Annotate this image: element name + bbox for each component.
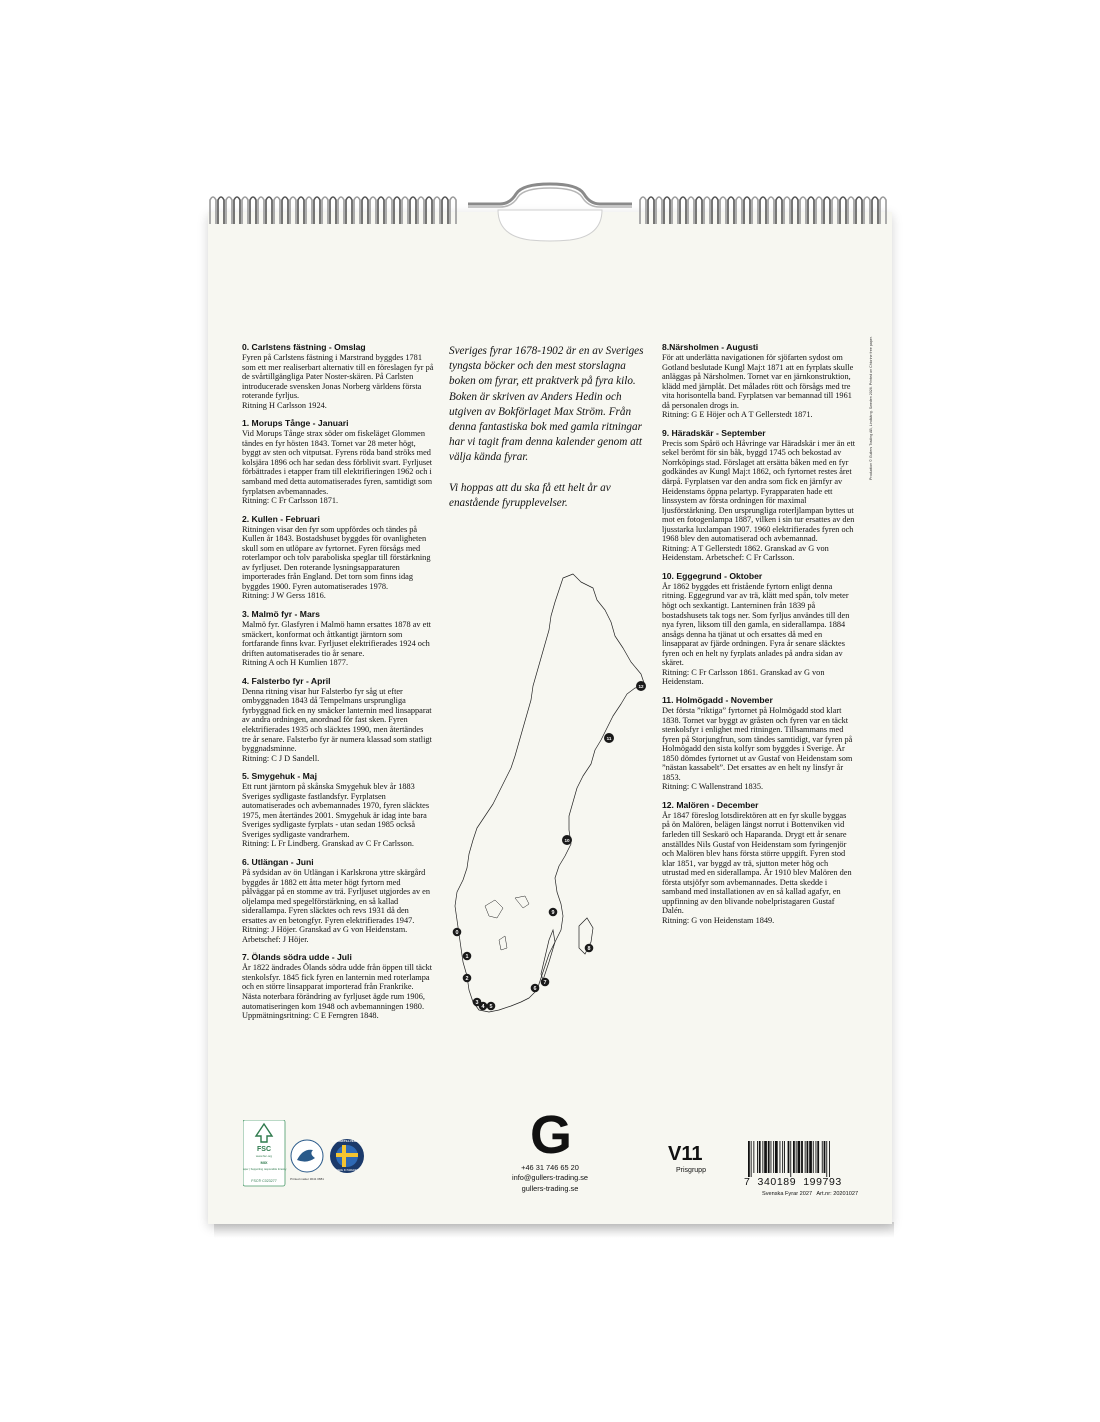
map-marker-label: 8 [587, 945, 591, 952]
barcode-bar [788, 1141, 790, 1173]
entry-title: 12. Malören - December [662, 799, 759, 810]
entry-text: På sydsidan av ön Utlängan i Karlskrona yttre skärgård byggdes år 1882 ett åtta meter högt fyrtorn med pålväggar på en stomme av trä. Fyrljuset utgjordes av en oljelampa med spegelförstärkning, en så kallad siderallampa. Fyren släcktes och revs 1931 då den ersattes av en betongfyr. Fyren elektrifierades 1947. [242, 867, 431, 925]
barcode-left: 340189 [757, 1176, 797, 1188]
barcode-bar [773, 1141, 774, 1173]
barcode-bar [771, 1141, 772, 1173]
barcode-bar [790, 1141, 791, 1177]
lighthouse-entry [242, 771, 434, 849]
coil-loop [704, 197, 710, 224]
coil-loop [426, 197, 432, 224]
map-marker-label: 6 [533, 985, 537, 992]
lighthouse-entry [662, 800, 856, 926]
coil-loop [712, 197, 718, 224]
lighthouse-entry [242, 609, 434, 668]
coil-loop [330, 197, 336, 224]
lighthouse-entry [662, 695, 856, 792]
price-group-code: V11 [668, 1143, 703, 1165]
coil-loop [672, 197, 678, 224]
entry-title: 9. Häradskär - September [662, 427, 766, 438]
coil-loop [226, 197, 232, 224]
coil-loop [864, 197, 870, 224]
entry-text: För att underlätta navigationen för sjöfarten sydost om Gotland beslutade Kungl Maj:t 1871 att en fyrplats skulle anläggas på Närsholmen. Tornet var en järnkonstruktion, klädd med järnplåt. Det målades rött och försågs med tre vita horisontella band. Fyrplatsen var bemannad till 1961 då personalen drogs in. [662, 353, 854, 410]
coil-loop [736, 197, 742, 224]
lighthouse-entry [242, 676, 434, 763]
fsc-site: www.fsc.org [255, 1154, 273, 1158]
product-name: Svenska Fyrar 2027 [762, 1191, 813, 1197]
entry-text: År 1862 byggdes ett fristående fyrtorn enligt denna ritning. Eggegrund var av trä, klätt med spån, tolv meter högt och sexkantigt. Lanterninen från 1839 på bostadshusets tak togs ner. Som fyrljus användes till den nya fyren, liksom till den gamla, en siderallampa. 1884 ansågs denna ha tjänat ut och ersattes då med en linsapparat av fjärde ordningen. Fyra år senare släcktes fyren och en helt ny fyrplats anlades på andra sidan av skäret. [662, 581, 850, 668]
badges-svg [243, 1120, 383, 1188]
barcode-number [744, 1176, 860, 1188]
entry-text: År 1822 ändrades Ölands södra udde från öppen till täckt stenkolsfyr. 1845 fick fyren en lanternin med roterlampa och en större linsapparat importerad från Frankrike. Nästa noterbara förändring av fyrljuset ägde rum 1906, automatiseringen kom 1948 och avbemanningen 1980. [242, 963, 433, 1011]
entry-title: 6. Utlängan - Juni [242, 856, 314, 867]
entry-title: 1. Morups Tånge - Januari [242, 418, 349, 429]
coil-loop [640, 197, 646, 224]
entry-title: 4. Falsterbo fyr - April [242, 675, 331, 686]
map-marker-label: 2 [465, 975, 469, 982]
hanger-hook [468, 184, 632, 204]
publisher-web: gullers-trading.se [521, 1183, 579, 1193]
lighthouse-entry [242, 952, 434, 1020]
barcode-bar [762, 1141, 763, 1173]
coil-loop [210, 197, 216, 224]
intro-paragraph-1: Sveriges fyrar 1678-1902 är en av Sveriges tyngsta böcker och den mest storslagna boken om fyrar, ett praktverk på fyra kilo. Boken är skriven av Anders Hedin och utgiven av Bokförlaget Max Ström. Från denna fantastiska bok med gamla ritningar har vi tagit fram denna kalender genom att välja kända fyrar. [449, 345, 644, 464]
barcode-bar [757, 1141, 758, 1173]
map-marker-label: 11 [606, 735, 612, 741]
entry-text: Precis som Spårö och Håvringe var Häradskär i mer än ett sekel berömt för sin båk, byggd 1745 och bekostad av Norrköpings stad. Förslaget att ersätta båken med en fyr godkändes av Kungl Maj:t 1862, och fyrtornet restes året därpå. Fyrplatsen var den andra som fick en järnfyr av Heidenstams öppna pelartyp. Fyrapparaten hade ett linssystem av första ordningen för maximal ljusförstärkning. Den ursprungliga roterljlampan byttes ut mot en fotogenlampa 1887, vilken i sin tur ersattes av den ljusstarka luxlampan 1907. 1960 elektrifierades fyren och 1968 blev den automatiserad och avbemannad. [662, 438, 856, 544]
barcode-bar [801, 1141, 803, 1173]
coil-loop [450, 197, 456, 224]
entry-text: Denna ritning visar hur Falsterbo fyr såg ut efter ombyggnaden 1843 då Tempelmans ursprungliga fyrbyggnad fick en ny smäcker lanternin med linsapparat av andra ordningen, anordnad för fast sken. Fyren elektrifierades 1935 och släcktes 1990, men återtändes tre år senare. Falsterbo fyr är numera klassad som statligt byggnadsminne. [242, 686, 432, 754]
coil-loop [306, 197, 312, 224]
fsc-desc: Paper | Supporting responsible forestry [243, 1168, 287, 1171]
coil-loop [442, 197, 448, 224]
barcode-bar [780, 1141, 781, 1173]
entry-credit: Ritning: G von Heidenstam 1849. [662, 915, 775, 925]
map-marker-label: 3 [475, 999, 479, 1006]
lighthouse-entry [662, 428, 856, 563]
coil-loop [752, 197, 758, 224]
barcode-bar [817, 1141, 819, 1173]
entry-text: Malmö fyr. Glasfyren i Malmö hamn ersattes 1878 av ett smäckert, konformat och åttkantigt järntorn som fortfarande finns kvar. Fyrljuset elektrifierades 1924 och driften automatiserades tio år senare. [242, 620, 431, 658]
intro-paragraph-2: Vi hoppas att du ska få ett helt år av enastående fyrupplevelser. [449, 481, 611, 509]
sweden-map [445, 570, 655, 1030]
hanger-cutout [498, 210, 602, 241]
coil-loop [840, 197, 846, 224]
coil-loop [282, 197, 288, 224]
coil-loop [832, 197, 838, 224]
coil-loop [362, 197, 368, 224]
coil-loop [418, 197, 424, 224]
entry-credit: Uppmätningsritning: C E Ferngren 1848. [242, 1011, 379, 1021]
coil-loop [346, 197, 352, 224]
sweden-sub-text: MADE IN SWEDEN [335, 1169, 359, 1172]
barcode-bar [805, 1141, 806, 1173]
entry-text: Vid Morups Tånge strax söder om fiskeläget Glommen tändes en fyr hösten 1843. Tornet var 28 meter högt, byggt av sten och vitputsat. Fyrens röda band ströks med kolsjära 1896 och har sedan dess förblivit svart. Fyrljuset förbättrades i etapper fram till elektrifieringen 1962 och i samband med detta automatiserades fyren, samtidigt som fyrplatsen avbemannades. [242, 429, 433, 496]
entry-credit: Ritning: C Fr Carlsson 1871. [242, 496, 339, 506]
coil-loop [370, 197, 376, 224]
barcode-bar [829, 1141, 830, 1177]
entry-text: Det första ”riktiga” fyrtornet på Holmögadd stod klart 1838. Tornet var byggt av gråsten och fyren var en täckt stenkolsfyr i enlighet med ritningen. Tillsammans med fyren på Storjungfrun, som tändes samtidigt, var fyren på Holmögadd den sista kolfyr som byggdes i Sverige. År 1850 dömdes fyrtornet ut av Gustaf von Heidenstam som ”nästan kassabelt”. Det ersattes av en helt ny linsfyr år 1853. [662, 705, 853, 782]
coil-loop [696, 197, 702, 224]
entry-credit: Ritning A och H Kumlien 1877. [242, 658, 349, 668]
barcode-bar [768, 1141, 770, 1173]
coil-loop [880, 197, 886, 224]
barcode-bar [796, 1141, 797, 1173]
coil-loop [776, 197, 782, 224]
coil-loop [728, 197, 734, 224]
fsc-mix: MIX [260, 1160, 268, 1165]
map-marker-label: 7 [543, 979, 547, 986]
coil-loop [266, 197, 272, 224]
product-art: Art.nr: 20201027 [816, 1191, 859, 1197]
right-column [662, 342, 856, 933]
spiral-binding [200, 180, 900, 250]
fsc-code: FSC® C023277 [251, 1179, 277, 1183]
price-group-label: Prisgrupp [676, 1167, 706, 1174]
entry-text: Ritningen visar den fyr som uppfördes och tändes på Kullen år 1843. Bostadshuset byggdes för ovanligheten skull som en utlöpare av fyrtornet. Fyren försågs med roterlampor och tolv paraboliska speglar till förstärkning av fyrljuset. Den roterande lysningsapparaturen importerades från England. Det torn som finns idag byggdes 1900. Fyren automatiserades 1978. [242, 524, 431, 591]
entry-credit: Ritning: J W Gerss 1816. [242, 591, 326, 601]
map-marker-label: 4 [481, 1003, 485, 1010]
coil-loop [800, 197, 806, 224]
barcode-bar [824, 1141, 826, 1173]
entry-title: 2. Kullen - Februari [242, 513, 320, 524]
coil-loop [274, 197, 280, 224]
entry-credit: Ritning: J Höjer. Granskad av G von Heidenstam. Arbetschef: J Höjer. [242, 925, 408, 944]
barcode-bar [816, 1141, 817, 1173]
sweden-outline [455, 574, 645, 1012]
barcode-bar [822, 1141, 823, 1173]
barcode-bar [807, 1141, 809, 1173]
map-marker-label: 9 [551, 909, 555, 916]
entry-credit: Ritning: G E Höjer och A T Gellerstedt 1871. [662, 410, 813, 420]
sweden-ring-text: SVENSKTILLVERKAD [331, 1139, 363, 1143]
lighthouse-entry [242, 342, 434, 410]
vertical-production-note: Production © Gullers Trading AB, Lindkärrg. Sweden 2026. Printed on Chlorine free paper. [869, 336, 873, 480]
barcode-bar [753, 1141, 754, 1173]
coil-loop [338, 197, 344, 224]
coil-loop [656, 197, 662, 224]
barcode-bar [813, 1141, 814, 1173]
barcode-bar [798, 1141, 801, 1173]
publisher-logo: G [530, 1105, 573, 1165]
entry-title: 5. Smygehuk - Maj [242, 771, 317, 782]
coil-loop [784, 197, 790, 224]
swan-text: Printed matter 3041 0881 [290, 1177, 324, 1181]
barcode-bar [826, 1141, 827, 1177]
barcode-bar [784, 1141, 785, 1173]
coil-loop [824, 197, 830, 224]
lighthouse-entry [242, 857, 434, 944]
entry-title: 3. Malmö fyr - Mars [242, 609, 320, 620]
coil-loop [354, 197, 360, 224]
map-marker-label: 1 [465, 953, 469, 960]
entry-credit: Ritning: C Wallenstrand 1835. [662, 782, 764, 792]
map-marker-label: 5 [489, 1003, 493, 1010]
entry-text: År 1847 föreslog lotsdirektören att en fyr skulle byggas på ön Malören, belägen längst norrut i Bottenviken vid farleden till Seskarö och Haparanda. Drygt ett år senare anställdes Nils Gustaf von Heidenstam som fyringenjör och Malören blev hans första större uppgift. Fyren stod klar 1851, var byggd av trä, sjutton meter hög och utrustad med en siderallampa. År 1910 blev Malören den första utsjöfyr som avbemannades. Detta skedde i samband med installationen av en så kallad agafyr, en uppfinning av den blivande nobelpristagaren Gustaf Dalén. [662, 810, 852, 916]
barcode-bar [748, 1141, 750, 1177]
coil-loop [664, 197, 670, 224]
barcode-bar [782, 1141, 783, 1173]
coil-loop [648, 197, 654, 224]
entry-text: Ett runt järntorn på skånska Smygehuk blev år 1883 Sveriges sydligaste fastlandsfyr. Fyrplatsen automatiserades och avbemannades 1970, fyren släcktes 1975, men återtändes 2001. Smygehuk är idag inte bara Sveriges sydligaste fyrplats - utan sedan 1985 också Sveriges sydligaste vandrarhem. [242, 782, 430, 839]
publisher-phone: +46 31 746 65 20 [521, 1163, 579, 1172]
lighthouse-entry [242, 514, 434, 601]
coil-loop [434, 197, 440, 224]
entry-credit: Ritning: C J D Sandell. [242, 753, 320, 763]
entry-credit: Ritning H Carlsson 1924. [242, 400, 327, 410]
eco-badges [243, 1120, 383, 1193]
map-marker-label: 10 [564, 837, 570, 843]
coil-loop [816, 197, 822, 224]
coil-loop [378, 197, 384, 224]
coil-loop [394, 197, 400, 224]
barcode [744, 1141, 856, 1177]
barcode-bar [751, 1141, 752, 1177]
lighthouse-entry [242, 418, 434, 505]
coil-loop [298, 197, 304, 224]
barcode-right: 199793 [803, 1176, 842, 1188]
coil-loop [856, 197, 862, 224]
coil-loop [688, 197, 694, 224]
coil-loop [242, 197, 248, 224]
coil-loop [848, 197, 854, 224]
coil-loop [792, 197, 798, 224]
product-line [762, 1191, 858, 1197]
barcode-lead: 7 [744, 1176, 751, 1188]
entry-title: 10. Eggegrund - Oktober [662, 570, 763, 581]
entry-title: 7. Ölands södra udde - Juli [242, 952, 352, 963]
coil-loop [250, 197, 256, 224]
coil-loop [744, 197, 750, 224]
coils-left [210, 197, 456, 224]
entry-title: 8.Närsholmen - Augusti [662, 342, 759, 352]
barcode-bar [759, 1141, 761, 1173]
coil-loop [808, 197, 814, 224]
coil-loop [218, 197, 224, 224]
entry-title: 11. Holmögadd - November [662, 694, 773, 705]
publisher-email: info@gullers-trading.se [511, 1173, 589, 1183]
barcode-bar [764, 1141, 767, 1173]
publisher-contact [490, 1163, 610, 1194]
fsc-badge [243, 1120, 285, 1186]
lighthouse-entry [662, 342, 856, 420]
coils-right [640, 197, 886, 224]
map-marker-label: 12 [638, 683, 644, 689]
entry-credit: Ritning: L Fr Lindberg. Granskad av C Fr Carlsson. [242, 839, 414, 849]
coil-loop [322, 197, 328, 224]
barcode-bar [809, 1141, 812, 1173]
coil-loop [314, 197, 320, 224]
coil-loop [258, 197, 264, 224]
coil-loop [768, 197, 774, 224]
entry-title: 0. Carlstens fästning - Omslag [242, 342, 366, 352]
coil-loop [760, 197, 766, 224]
coil-loop [290, 197, 296, 224]
barcode-bar [793, 1141, 795, 1173]
coil-loop [234, 197, 240, 224]
fsc-title: FSC [257, 1146, 271, 1153]
coil-loop [410, 197, 416, 224]
sheet-shadow [214, 1222, 894, 1238]
left-column [242, 342, 434, 1029]
coil-loop [872, 197, 878, 224]
coil-loop [720, 197, 726, 224]
barcode-bar [775, 1141, 778, 1173]
coil-loop [680, 197, 686, 224]
map-marker-label: 0 [455, 929, 459, 936]
entry-credit: Ritning: A T Gellerstedt 1862. Granskad av G von Heidenstam. Arbetschef: C Fr Carlsson. [662, 543, 829, 563]
entry-text: Fyren på Carlstens fästning i Marstrand byggdes 1781 som ett mer realiserbart alternativ till en föreslagen fyr på de svårtillgängliga Pater Noster-skären. På Carlsten introducerade svensken Jonas Norberg världens första roterande fyrljus. [242, 353, 434, 401]
intro-text [449, 344, 645, 526]
lighthouse-entry [662, 571, 856, 687]
entry-credit: Ritning: C Fr Carlsson 1861. Granskad av G von Heidenstam. [662, 667, 825, 687]
lakes [485, 896, 529, 950]
coil-loop [402, 197, 408, 224]
coil-loop [386, 197, 392, 224]
